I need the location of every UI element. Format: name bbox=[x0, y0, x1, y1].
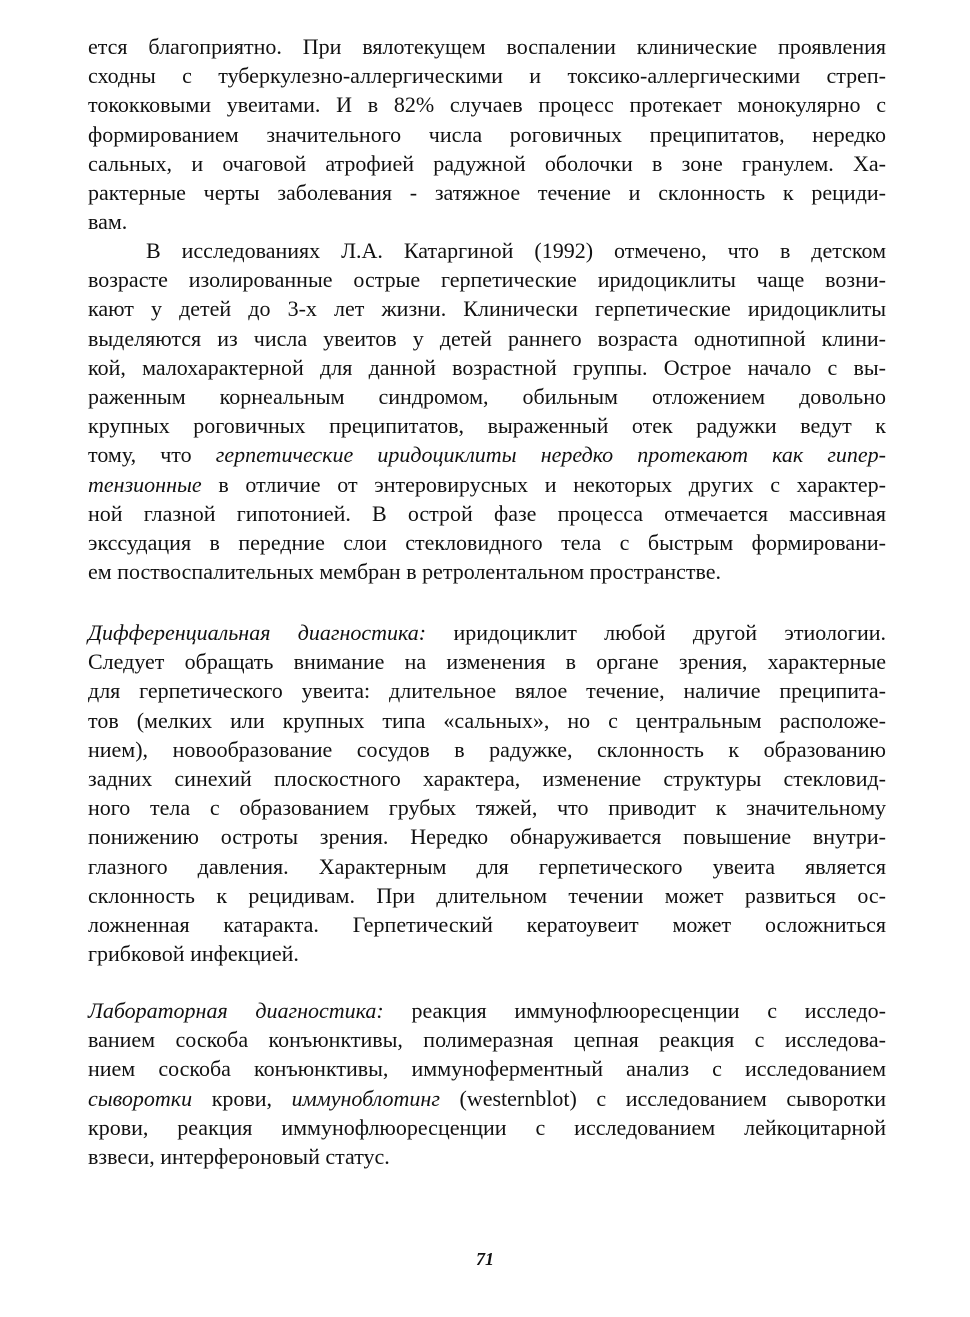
text-line bbox=[88, 470, 886, 499]
text-line: ется благоприятно. При вялотекущем воспалении клинические проявления bbox=[88, 34, 886, 59]
page-number: 71 bbox=[476, 1249, 494, 1269]
text-line bbox=[88, 1084, 886, 1113]
text-line: грибковой инфекцией. bbox=[88, 941, 299, 967]
section-heading: Лабораторная диагностика: bbox=[88, 998, 384, 1023]
text-line: нием соскоба конъюнктивы, иммуноферментный анализ с исследованием bbox=[88, 1056, 886, 1082]
text-line: экссудация в передние слои стекловидного тела с быстрым формировани- bbox=[88, 530, 886, 556]
italic-emphasis: герпетические иридоциклиты нередко протекают как гипер- bbox=[215, 442, 886, 468]
text-line: ной глазной гипотонией. В острой фазе процесса отмечается массивная bbox=[88, 500, 886, 526]
text-line: раженным корнеальным синдромом, обильным отложением довольно bbox=[88, 384, 886, 410]
plain-text: крови, bbox=[192, 1085, 292, 1111]
text-line: задних синехий плоскостного характера, изменение структуры стекловид- bbox=[88, 766, 886, 792]
text-line bbox=[88, 618, 886, 647]
text-line: взвеси, интерфероновый статус. bbox=[88, 1144, 390, 1170]
paragraph-continuation bbox=[88, 32, 886, 236]
section-heading: Дифференциальная диагностика: bbox=[88, 620, 427, 645]
text-line: ного тела с образованием грубых тяжей, что приводит к значительному bbox=[88, 795, 886, 821]
plain-text: реакция иммунофлюоресценции с исследо- bbox=[383, 998, 886, 1023]
text-line: склонность к рецидивам. При длительном течении может развиться ос- bbox=[88, 882, 886, 908]
plain-text: тому, что bbox=[88, 442, 216, 468]
text-line: для герпетического увеита: длительное вялое течение, наличие преципита- bbox=[88, 678, 886, 704]
text-line: крови, реакция иммунофлюоресценции с исследованием лейкоцитарной bbox=[88, 1114, 886, 1140]
text-line: возрасте изолированные острые герпетические иридоциклиты чаще возни- bbox=[88, 267, 886, 293]
text-line: кой, малохарактерной для данной возрастной группы. Острое начало с вы- bbox=[88, 354, 886, 380]
plain-text: иридоциклит любой другой этиологии. bbox=[426, 620, 886, 645]
italic-emphasis: сыворотки bbox=[88, 1085, 193, 1111]
section-laboratory-diagnosis bbox=[88, 996, 886, 1171]
text-line: понижению остроты зрения. Нередко обнаруживается повышение внутри- bbox=[88, 824, 886, 850]
text-line: тококковыми увеитами. И в 82% случаев процесс протекает монокулярно с bbox=[88, 92, 886, 118]
text-line: Следует обращать внимание на изменения в органе зрения, характерные bbox=[88, 649, 886, 675]
text-line: ем поствоспалительных мембран в ретролентальном пространстве. bbox=[88, 559, 722, 585]
plain-text: (westernblot) с исследованием сыворотки bbox=[439, 1085, 886, 1111]
paragraph-kataragina-study bbox=[88, 236, 886, 586]
text-line: кают у детей до 3-х лет жизни. Клинически герпетические иридоциклиты bbox=[88, 296, 886, 322]
italic-emphasis: тензионные bbox=[88, 471, 202, 497]
text-line: тов (мелких или крупных типа «сальных», но с центральным расположе- bbox=[88, 707, 886, 733]
section-differential-diagnosis bbox=[88, 618, 886, 968]
text-line: глазного давления. Характерным для герпетического увеита является bbox=[88, 853, 886, 879]
text-line: вам. bbox=[88, 209, 128, 235]
plain-text: в отличие от энтеровирусных и некоторых других с характер- bbox=[201, 471, 886, 497]
text-line: рактерные черты заболевания - затяжное течение и склонность к рециди- bbox=[88, 180, 886, 206]
text-line: ванием соскоба конъюнктивы, полимеразная цепная реакция с исследова- bbox=[88, 1027, 886, 1053]
text-line bbox=[88, 996, 886, 1025]
text-line: В исследованиях Л.А. Катаргиной (1992) отмечено, что в детском bbox=[146, 238, 886, 263]
text-line: сходны с туберкулезно-аллергическими и токсико-аллергическими стреп- bbox=[88, 63, 886, 89]
text-line: сальных, и очаговой атрофией радужной оболочки в зоне гранулем. Ха- bbox=[88, 150, 886, 176]
text-line: выделяются из числа увеитов у детей раннего возраста однотипной клини- bbox=[88, 325, 886, 351]
text-line: нием), новообразование сосудов в радужке, склонность к образованию bbox=[88, 736, 886, 762]
text-line: крупных роговичных преципитатов, выраженный отек радужки ведут к bbox=[88, 413, 886, 439]
text-line: формированием значительного числа роговичных преципитатов, нередко bbox=[88, 121, 886, 147]
text-line bbox=[88, 440, 886, 469]
text-line: ложненная катаракта. Герпетический кератоувеит может осложниться bbox=[88, 912, 886, 938]
italic-emphasis: иммуноблотинг bbox=[291, 1085, 440, 1111]
